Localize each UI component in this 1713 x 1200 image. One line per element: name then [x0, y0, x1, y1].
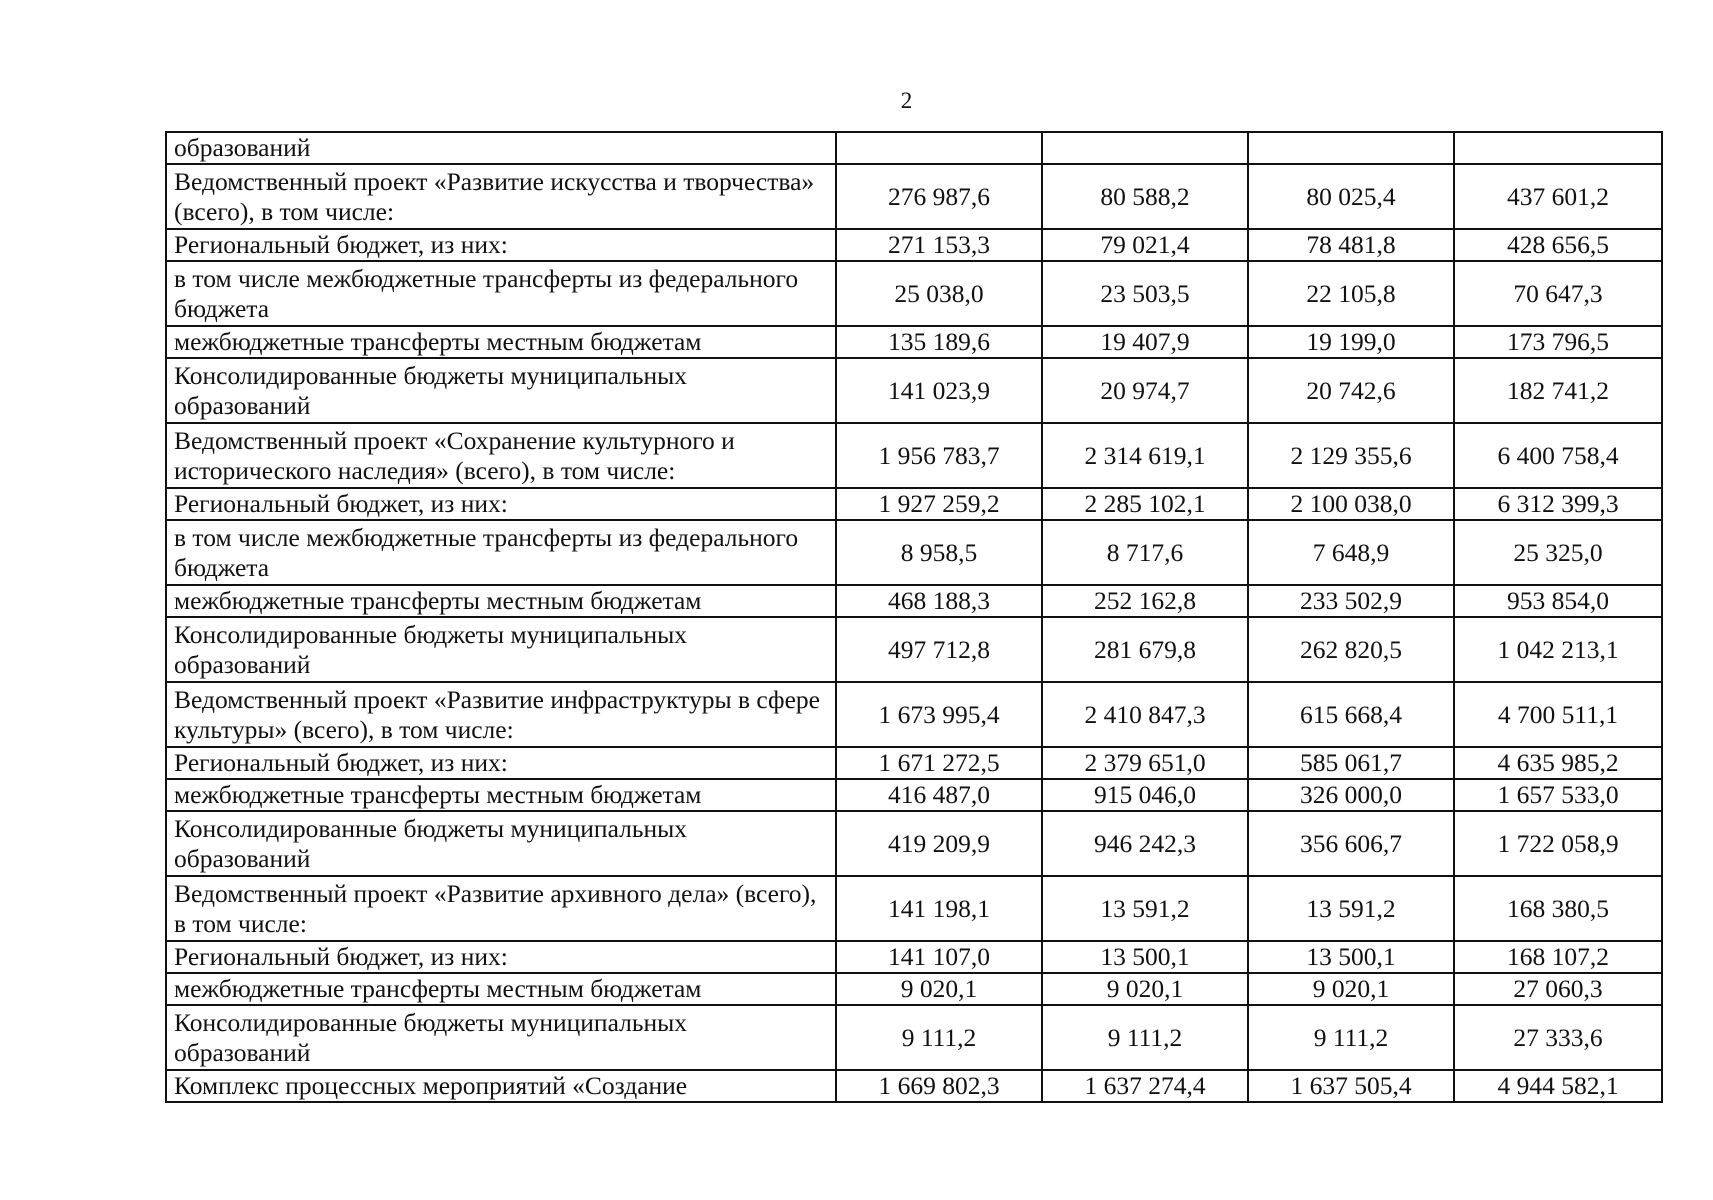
value-cell: 70 647,3 — [1454, 261, 1662, 326]
row-label: Консолидированные бюджеты муниципальных образований — [166, 617, 836, 682]
value-cell: 79 021,4 — [1042, 229, 1248, 261]
value-cell: 9 111,2 — [1248, 1005, 1454, 1070]
row-label: Региональный бюджет, из них: — [166, 229, 836, 261]
value-cell: 1 637 505,4 — [1248, 1070, 1454, 1102]
table-row — [166, 747, 1662, 779]
value-cell: 19 199,0 — [1248, 326, 1454, 358]
value-cell: 8 717,6 — [1042, 520, 1248, 585]
value-cell: 497 712,8 — [836, 617, 1042, 682]
value-cell — [1248, 132, 1454, 164]
page-number: 2 — [900, 88, 913, 113]
value-cell — [1454, 132, 1662, 164]
row-label: образований — [166, 132, 836, 164]
value-cell: 13 500,1 — [1248, 941, 1454, 973]
value-cell: 437 601,2 — [1454, 164, 1662, 229]
table-row — [166, 585, 1662, 617]
value-cell: 25 038,0 — [836, 261, 1042, 326]
value-cell: 356 606,7 — [1248, 811, 1454, 876]
value-cell: 615 668,4 — [1248, 682, 1454, 747]
row-label: Ведомственный проект «Сохранение культурного и исторического наследия» (всего), в том числе: — [166, 423, 836, 488]
value-cell: 13 591,2 — [1248, 876, 1454, 941]
value-cell: 173 796,5 — [1454, 326, 1662, 358]
value-cell: 141 107,0 — [836, 941, 1042, 973]
row-label: в том числе межбюджетные трансферты из федерального бюджета — [166, 520, 836, 585]
row-label: межбюджетные трансферты местным бюджетам — [166, 779, 836, 811]
value-cell: 416 487,0 — [836, 779, 1042, 811]
row-label: Региональный бюджет, из них: — [166, 747, 836, 779]
value-cell: 233 502,9 — [1248, 585, 1454, 617]
value-cell: 953 854,0 — [1454, 585, 1662, 617]
value-cell: 13 500,1 — [1042, 941, 1248, 973]
table-row — [166, 1070, 1662, 1102]
table-row — [166, 423, 1662, 488]
value-cell: 1 637 274,4 — [1042, 1070, 1248, 1102]
table-row — [166, 617, 1662, 682]
value-cell: 1 657 533,0 — [1454, 779, 1662, 811]
value-cell: 1 669 802,3 — [836, 1070, 1042, 1102]
value-cell: 2 100 038,0 — [1248, 488, 1454, 520]
value-cell: 7 648,9 — [1248, 520, 1454, 585]
value-cell: 271 153,3 — [836, 229, 1042, 261]
row-label: в том числе межбюджетные трансферты из федерального бюджета — [166, 261, 836, 326]
value-cell: 1 927 259,2 — [836, 488, 1042, 520]
row-label: Ведомственный проект «Развитие архивного дела» (всего), в том числе: — [166, 876, 836, 941]
value-cell: 168 380,5 — [1454, 876, 1662, 941]
table-row — [166, 520, 1662, 585]
value-cell: 135 189,6 — [836, 326, 1042, 358]
row-label: межбюджетные трансферты местным бюджетам — [166, 326, 836, 358]
table-row — [166, 132, 1662, 164]
table-row — [166, 682, 1662, 747]
value-cell: 8 958,5 — [836, 520, 1042, 585]
table-row — [166, 811, 1662, 876]
table-row — [166, 876, 1662, 941]
value-cell: 1 042 213,1 — [1454, 617, 1662, 682]
row-label: межбюджетные трансферты местным бюджетам — [166, 585, 836, 617]
value-cell — [836, 132, 1042, 164]
value-cell: 23 503,5 — [1042, 261, 1248, 326]
table-row — [166, 488, 1662, 520]
value-cell: 20 974,7 — [1042, 358, 1248, 423]
value-cell: 6 400 758,4 — [1454, 423, 1662, 488]
value-cell: 4 700 511,1 — [1454, 682, 1662, 747]
value-cell: 25 325,0 — [1454, 520, 1662, 585]
value-cell: 2 410 847,3 — [1042, 682, 1248, 747]
value-cell: 141 023,9 — [836, 358, 1042, 423]
row-label: Консолидированные бюджеты муниципальных образований — [166, 1005, 836, 1070]
value-cell: 2 129 355,6 — [1248, 423, 1454, 488]
value-cell: 6 312 399,3 — [1454, 488, 1662, 520]
row-label: Комплекс процессных мероприятий «Создание — [166, 1070, 836, 1102]
value-cell: 252 162,8 — [1042, 585, 1248, 617]
value-cell: 2 285 102,1 — [1042, 488, 1248, 520]
value-cell: 2 314 619,1 — [1042, 423, 1248, 488]
row-label: Региональный бюджет, из них: — [166, 488, 836, 520]
value-cell: 4 635 985,2 — [1454, 747, 1662, 779]
table-row — [166, 261, 1662, 326]
row-label: Ведомственный проект «Развитие инфраструктуры в сфере культуры» (всего), в том числе: — [166, 682, 836, 747]
value-cell: 326 000,0 — [1248, 779, 1454, 811]
row-label: межбюджетные трансферты местным бюджетам — [166, 973, 836, 1005]
value-cell: 9 020,1 — [1042, 973, 1248, 1005]
value-cell: 13 591,2 — [1042, 876, 1248, 941]
table-row — [166, 164, 1662, 229]
value-cell: 428 656,5 — [1454, 229, 1662, 261]
value-cell: 20 742,6 — [1248, 358, 1454, 423]
value-cell: 80 025,4 — [1248, 164, 1454, 229]
value-cell: 9 111,2 — [836, 1005, 1042, 1070]
value-cell: 419 209,9 — [836, 811, 1042, 876]
value-cell: 1 956 783,7 — [836, 423, 1042, 488]
value-cell: 2 379 651,0 — [1042, 747, 1248, 779]
table-row — [166, 779, 1662, 811]
value-cell: 1 722 058,9 — [1454, 811, 1662, 876]
value-cell: 276 987,6 — [836, 164, 1042, 229]
value-cell: 262 820,5 — [1248, 617, 1454, 682]
value-cell: 19 407,9 — [1042, 326, 1248, 358]
value-cell: 1 671 272,5 — [836, 747, 1042, 779]
row-label: Ведомственный проект «Развитие искусства и творчества» (всего), в том числе: — [166, 164, 836, 229]
table-row — [166, 358, 1662, 423]
table-row — [166, 1005, 1662, 1070]
value-cell: 27 333,6 — [1454, 1005, 1662, 1070]
value-cell: 946 242,3 — [1042, 811, 1248, 876]
value-cell: 9 020,1 — [1248, 973, 1454, 1005]
value-cell: 9 111,2 — [1042, 1005, 1248, 1070]
table-row — [166, 326, 1662, 358]
value-cell: 468 188,3 — [836, 585, 1042, 617]
value-cell: 182 741,2 — [1454, 358, 1662, 423]
value-cell: 281 679,8 — [1042, 617, 1248, 682]
value-cell: 9 020,1 — [836, 973, 1042, 1005]
budget-table — [165, 131, 1663, 1103]
row-label: Консолидированные бюджеты муниципальных образований — [166, 358, 836, 423]
value-cell: 168 107,2 — [1454, 941, 1662, 973]
value-cell: 585 061,7 — [1248, 747, 1454, 779]
value-cell: 1 673 995,4 — [836, 682, 1042, 747]
value-cell: 915 046,0 — [1042, 779, 1248, 811]
table-row — [166, 941, 1662, 973]
table-row — [166, 229, 1662, 261]
value-cell: 141 198,1 — [836, 876, 1042, 941]
value-cell: 4 944 582,1 — [1454, 1070, 1662, 1102]
table-row — [166, 973, 1662, 1005]
row-label: Региональный бюджет, из них: — [166, 941, 836, 973]
value-cell: 27 060,3 — [1454, 973, 1662, 1005]
value-cell — [1042, 132, 1248, 164]
value-cell: 22 105,8 — [1248, 261, 1454, 326]
row-label: Консолидированные бюджеты муниципальных образований — [166, 811, 836, 876]
value-cell: 80 588,2 — [1042, 164, 1248, 229]
value-cell: 78 481,8 — [1248, 229, 1454, 261]
